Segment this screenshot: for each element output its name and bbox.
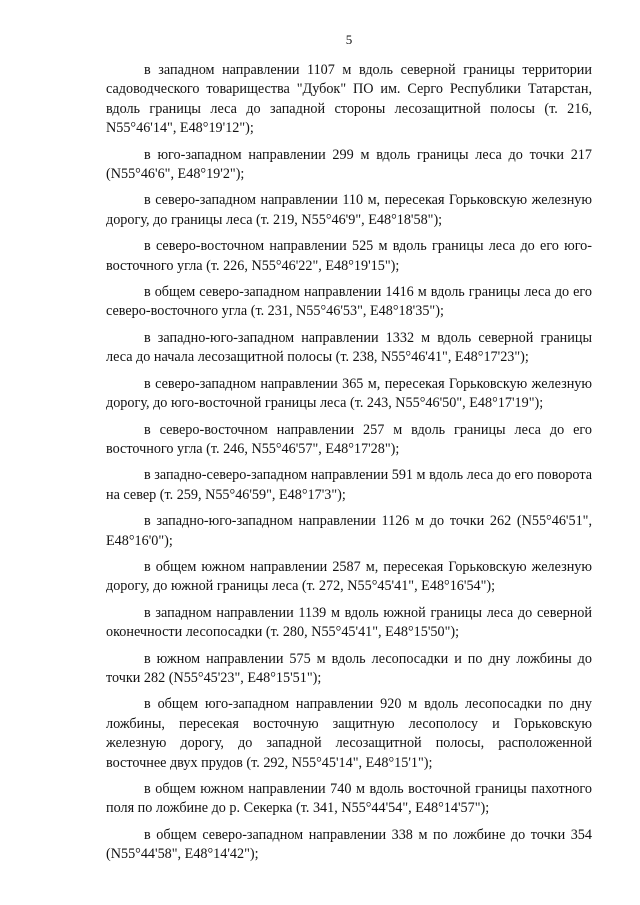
paragraph: в общем южном направлении 740 м вдоль восточной границы пахотного поля по ложбине до р. Секерка (т. 341, N55°44'54", E48°14'57");: [106, 781, 592, 817]
paragraph: в общем южном направлении 2587 м, пересекая Горьковскую железную дорогу, до южной границы леса (т. 272, N55°45'41", E48°16'54");: [106, 558, 592, 595]
paragraph: в общем юго-западном направлении 920 м вдоль лесопосадки по дну ложбины, пересекая восточную защитную лесополосу и Горьковскую железную дорогу, до западной лесозащитной полосы, расположенной восточнее двух прудов (т. 292, N55°45'14", E48°15'1");: [106, 696, 592, 771]
paragraph: в северо-западном направлении 110 м, пересекая Горьковскую железную дорогу, до границы леса (т. 219, N55°46'9", E48°18'58");: [106, 192, 592, 228]
paragraph: в северо-западном направлении 365 м, пересекая Горьковскую железную дорогу, до юго-восточной границы леса (т. 243, N55°46'50", E48°17'19");: [106, 375, 592, 412]
paragraph: в северо-восточном направлении 257 м вдоль границы леса до его восточного угла (т. 246, N55°46'57", E48°17'28");: [106, 421, 592, 457]
paragraph: в западно-северо-западном направлении 591 м вдоль леса до его поворота на север (т. 259, N55°46'59", E48°17'3");: [106, 467, 593, 503]
paragraph: в западно-юго-западном направлении 1332 м вдоль северной границы леса до начала лесозащитной полосы (т. 238, N55°46'41", E48°17'23");: [106, 329, 592, 366]
paragraph: в общем северо-западном направлении 1416 м вдоль границы леса до его северо-восточного угла (т. 231, N55°46'53", E48°18'35");: [106, 284, 592, 320]
paragraph: в южном направлении 575 м вдоль лесопосадки и по дну ложбины до точки 282 (N55°45'23", E48°15'51");: [106, 650, 592, 686]
paragraph: в юго-западном направлении 299 м вдоль границы леса до точки 217 (N55°46'6", E48°19'2");: [106, 146, 592, 183]
paragraph: в общем северо-западном направлении 338 м по ложбине до точки 354 (N55°44'58", E48°14'42");: [106, 826, 592, 863]
paragraph: в западном направлении 1107 м вдоль северной границы территории садоводческого товарищества "Дубок" ПО им. Серго Республики Татарстан, вдоль границы леса до западной стороны лесозащитной полосы (т. 216, N55°46'14", E48°19'12");: [106, 62, 592, 137]
paragraph: в западно-юго-западном направлении 1126 м до точки 262 (N55°46'51", E48°16'0");: [106, 513, 592, 549]
paragraph: в северо-восточном направлении 525 м вдоль границы леса до его юго-восточного угла (т. 226, N55°46'22", E48°19'15");: [106, 238, 592, 274]
page-number: 5: [345, 32, 353, 47]
paragraph: в западном направлении 1139 м вдоль южной границы леса до северной оконечности лесопосадки (т. 280, N55°45'41", E48°15'50");: [106, 604, 592, 641]
